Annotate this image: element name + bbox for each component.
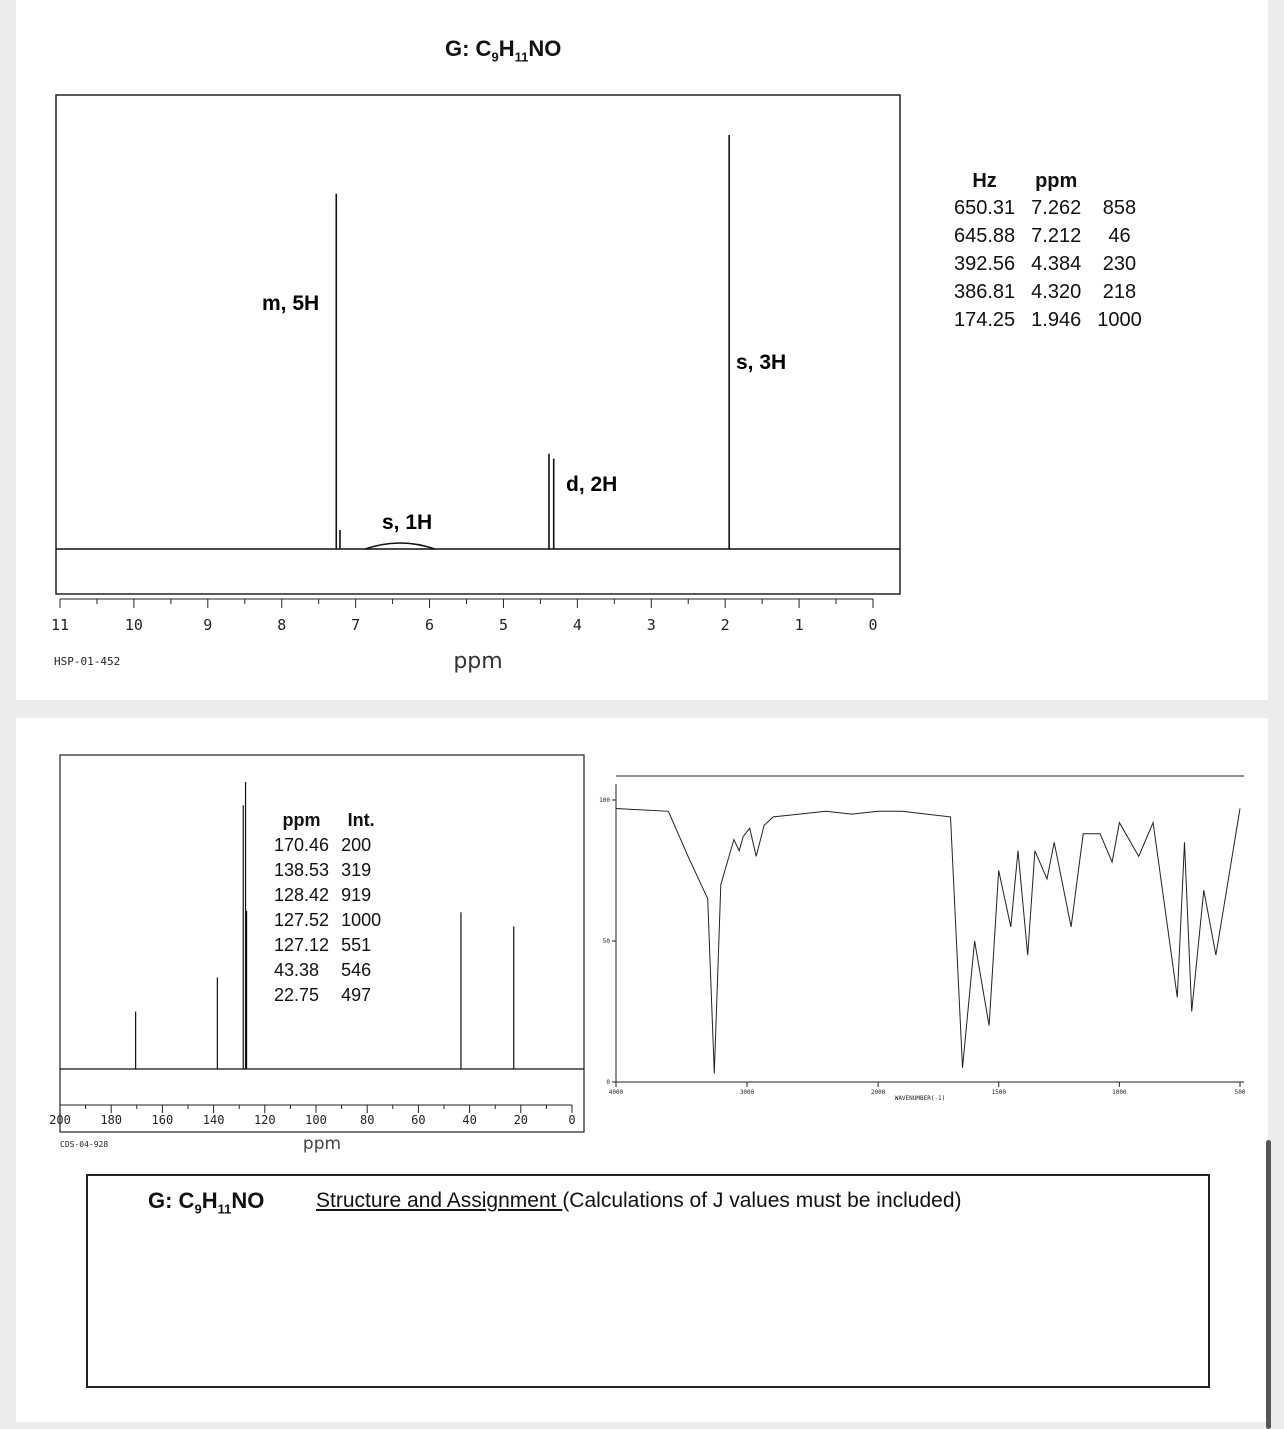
ir-y-tick-label: 0 [606, 1079, 610, 1086]
cell-intensity: 1000 [1097, 308, 1142, 331]
table-row [268, 883, 387, 908]
title-mid: H [498, 36, 515, 61]
ir-x-tick-label: 2000 [870, 1089, 886, 1096]
cell-intensity: 230 [1102, 252, 1137, 275]
answer-box-title [148, 1188, 264, 1216]
proton-spectrum-code: HSP-01-452 [54, 655, 121, 668]
ir-x-tick-label: 3000 [739, 1089, 755, 1096]
cell-int: 200 [341, 835, 372, 855]
carbon-x-tick-label: 60 [411, 1113, 426, 1127]
table-row [946, 222, 1150, 250]
header-ppm: ppm [282, 809, 321, 830]
cell-hz: 174.25 [954, 308, 1016, 331]
cell-int: 551 [341, 935, 372, 955]
ir-y-tick-label: 100 [599, 797, 610, 804]
proton-x-label: ppm [453, 649, 503, 674]
cell-ppm: 128.42 [274, 885, 330, 905]
proton-x-tick-label: 5 [498, 616, 508, 634]
proton-x-tick-label: 8 [277, 616, 287, 634]
peak-label-singlet-3h: s, 3H [736, 351, 787, 374]
table-row [268, 833, 387, 858]
table-row [268, 958, 387, 983]
carbon-x-tick-label: 100 [305, 1113, 327, 1127]
vertical-scrollbar[interactable] [1266, 1140, 1271, 1429]
ir-x-tick-label: 4000 [608, 1089, 624, 1096]
proton-x-tick-label: 10 [124, 616, 143, 634]
peak-label-multiplet: m, 5H [262, 292, 320, 315]
answer-prompt-note: (Calculations of J values must be included) [562, 1189, 962, 1212]
header-int: Int. [347, 809, 375, 830]
cell-ppm: 43.38 [274, 960, 320, 980]
ir-x-tick-label: 500 [1234, 1089, 1246, 1096]
cell-ppm: 127.52 [274, 910, 330, 930]
carbon-x-tick-label: 120 [253, 1113, 276, 1127]
cell-hz: 386.81 [954, 280, 1016, 303]
carbon-x-tick-label: 80 [359, 1113, 375, 1127]
proton-x-tick-label: 11 [50, 616, 70, 634]
carbon-x-tick-label: 200 [49, 1113, 71, 1127]
header-ppm: ppm [1035, 169, 1078, 192]
table-row [268, 933, 387, 958]
proton-x-tick-label: 0 [868, 616, 878, 634]
cell-hz: 650.31 [954, 196, 1016, 219]
proton-x-tick-label: 7 [351, 616, 361, 634]
peak-label-doublet: d, 2H [566, 473, 618, 496]
proton-peak-table [946, 168, 1150, 334]
carbon-x-label: ppm [302, 1134, 342, 1154]
cell-intensity: 858 [1102, 196, 1137, 219]
carbon-x-tick-label: 20 [513, 1113, 529, 1127]
cell-ppm: 22.75 [274, 985, 320, 1005]
title-suffix: NO [528, 36, 562, 61]
ir-y-tick-label: 50 [602, 938, 610, 945]
carbon-x-tick-label: 140 [202, 1113, 225, 1127]
header-intensity [1089, 168, 1150, 194]
table-row [268, 858, 387, 883]
title-sub-carbon: 9 [194, 1201, 202, 1217]
proton-plot-frame [56, 95, 900, 594]
carbon-x-tick-label: 0 [568, 1113, 576, 1127]
title-prefix: G: C [148, 1188, 195, 1213]
cell-hz: 392.56 [954, 252, 1016, 275]
proton-x-tick-label: 4 [572, 616, 582, 634]
carbon-spectrum-code: CDS-04-928 [60, 1140, 109, 1149]
table-row [946, 306, 1150, 334]
title-suffix: NO [231, 1188, 265, 1213]
table-row [946, 194, 1150, 222]
carbon-x-tick-label: 40 [462, 1113, 477, 1127]
table-row [946, 278, 1150, 306]
table-header-row [268, 807, 387, 833]
cell-intensity: 46 [1108, 224, 1131, 247]
proton-nmr-chart [0, 0, 1284, 700]
proton-x-tick-label: 6 [425, 616, 435, 634]
proton-x-tick-label: 3 [646, 616, 656, 634]
ir-x-label: WAVENUMBER(-1) [894, 1095, 946, 1102]
header-hz: Hz [972, 169, 997, 192]
ir-spectrum-chart [590, 760, 1250, 1110]
answer-prompt [316, 1189, 962, 1213]
carbon-x-tick-label: 180 [100, 1113, 123, 1127]
cell-int: 497 [341, 985, 372, 1005]
cell-ppm: 4.320 [1031, 280, 1082, 303]
cell-ppm: 138.53 [274, 860, 330, 880]
title-sub-carbon: 9 [491, 49, 499, 65]
cell-ppm: 127.12 [274, 935, 330, 955]
cell-ppm: 4.384 [1031, 252, 1082, 275]
table-row [268, 908, 387, 933]
cell-intensity: 218 [1102, 280, 1137, 303]
ir-transmittance-line [616, 809, 1240, 1074]
carbon-peak-table [268, 807, 387, 1008]
proton-x-tick-label: 2 [720, 616, 730, 634]
peak-label-singlet-1h: s, 1H [382, 511, 433, 534]
cell-int: 546 [341, 960, 372, 980]
cell-ppm: 7.212 [1031, 224, 1082, 247]
table-row [268, 983, 387, 1008]
cell-hz: 645.88 [954, 224, 1016, 247]
proton-peak-2 [365, 543, 435, 549]
ir-x-tick-label: 1000 [1112, 1089, 1127, 1096]
title-sub-hydrogen: 11 [217, 1201, 232, 1217]
title-prefix: G: C [445, 36, 492, 61]
cell-int: 319 [341, 860, 372, 880]
cell-ppm: 7.262 [1031, 196, 1082, 219]
title-mid: H [201, 1188, 218, 1213]
proton-x-tick-label: 1 [794, 616, 804, 634]
title-sub-hydrogen: 11 [514, 49, 529, 65]
cell-int: 1000 [341, 910, 382, 930]
cell-ppm: 170.46 [274, 835, 330, 855]
carbon-x-tick-label: 160 [151, 1113, 174, 1127]
answer-prompt-heading: Structure and Assignment [316, 1189, 563, 1212]
cell-ppm: 1.946 [1031, 308, 1082, 331]
cell-int: 919 [341, 885, 372, 905]
ir-x-tick-label: 1500 [991, 1089, 1006, 1096]
table-header-row [946, 168, 1150, 194]
proton-x-tick-label: 9 [203, 616, 213, 634]
table-row [946, 250, 1150, 278]
